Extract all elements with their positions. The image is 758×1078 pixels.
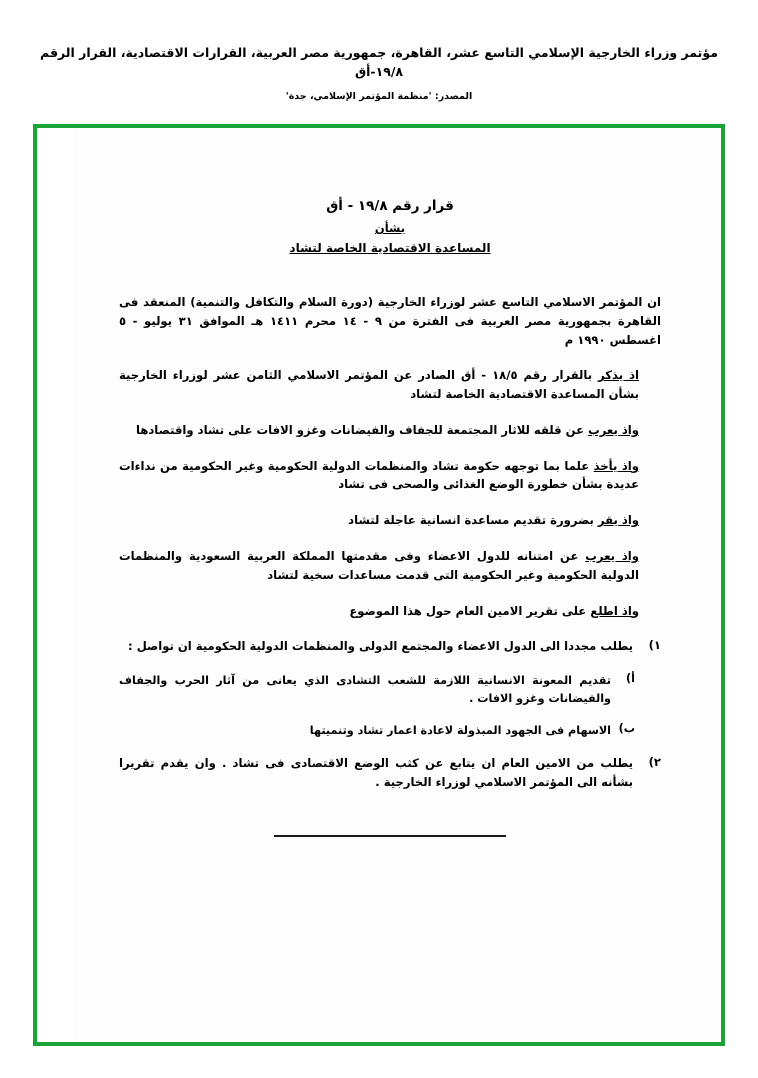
clause-1-subclause-b-text: الاسهام فى الجهود المبذولة لاعادة اعمار تشاد وتنميتها [309,724,611,737]
preamble-paragraph-1: اذ يذكر بالقرار رقم ١٨/٥ - أق الصادر عن المؤتمر الاسلامي الثامن عشر لوزراء الخارجية بشأن المساعدة الاقتصادية الخاصة لتشاد [119,368,639,402]
resolution-about-label: بشأن [374,221,406,235]
document-header [0,0,758,102]
resolution-body [73,128,721,1042]
page-edge-margin [37,128,74,1042]
closing-rule [274,835,506,837]
resolution-heading [119,198,661,255]
clause-1-subclause-b [119,722,661,740]
scanned-page [37,128,721,1042]
clause-1-subclause-a-text: تقديم المعونة الانسانية اللازمة للشعب التشادى الذي يعانى من آثار الحرب والجفاف والفيضانات وغزو الافات . [119,674,611,706]
preamble-paragraph-3: واذ يأخذ علما بما توجهه حكومة تشاد والمنظمات الدولية الحكومية وغير الحكومية من نداءات عديدة بشأن خطورة الوضع الغذائى والصحى فى تشاد [119,458,639,492]
clause-2-number: ٢) [648,754,661,769]
preamble-paragraph-5: واذ يعرب عن امتنانه للدول الاعضاء وفى مقدمتها المملكة العربية السعودية والمنظمات الدولية الحكومية وغير الحكومية التى قدمت مساعدات سخية لتشاد [119,549,639,582]
clause-1-text: يطلب مجددا الى الدول الاعضاء والمجتمع الدولى والمنظمات الدولية الحكومية ان تواصل : [128,639,633,654]
resolution-subject: المساعدة الاقتصادية الخاصة لتشاد [289,241,491,255]
clause-1-subclause-a [119,672,661,708]
document-title: مؤتمر وزراء الخارجية الإسلامي التاسع عشر، القاهرة، جمهورية مصر العربية، القرارات الاقتصادية، القرار الرقم ١٩/٨-أق [40,45,718,79]
scanned-page-frame [33,124,725,1046]
resolution-number: قرار رقم ١٩/٨ - أق [326,198,454,214]
preamble-paragraph-6: واذ اطلع على تقرير الامين العام حول هذا الموضوع [349,603,639,618]
clause-1-subclause-b-number: ب) [618,722,635,735]
clause-2-text: يطلب من الامين العام ان يتابع عن كثب الوضع الاقتصادى فى تشاد . وان يقدم تقريرا بشأنه الى المؤتمر الاسلامي لوزراء الخارجية . [119,755,633,789]
document-source: المصدر: 'منظمة المؤتمر الإسلامي، جدة' [285,90,473,102]
clause-1 [119,637,661,656]
preamble-paragraph-4: واذ يقر بضرورة تقديم مساعدة انسانية عاجلة لتشاد [348,513,639,528]
clause-1-subclause-a-number: أ) [626,672,635,686]
preamble-paragraph-0: ان المؤتمر الاسلامي التاسع عشر لوزراء الخارجية (دورة السلام والتكافل والتنمية) المنعقد فى القاهرة بجمهورية مصر العربية فى الفترة من ٩ - ١٤ محرم ١٤١١ هـ الموافق ٣١ يوليو - ٥ اغسطس ١٩٩٠ م [119,295,661,347]
clause-2 [119,754,661,792]
clause-1-number: ١) [648,638,661,653]
preamble-paragraph-2: واذ يعرب عن قلقه للاثار المجتمعة للجفاف والفيضانات وغزو الافات على تشاد واقتصادها [135,422,639,437]
